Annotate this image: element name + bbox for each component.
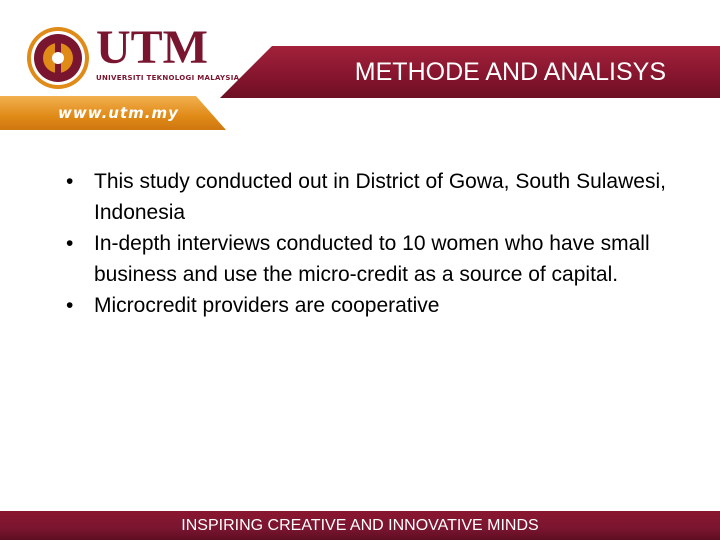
bullet-marker: • — [66, 170, 74, 193]
bullet-item — [66, 166, 676, 228]
utm-seal-icon — [26, 26, 90, 90]
logo-subtitle: UNIVERSITI TEKNOLOGI MALAYSIA — [96, 74, 240, 82]
slide-title: METHODE AND ANALISYS — [354, 58, 666, 86]
website-url: www.utm.my — [58, 104, 179, 122]
bullet-list — [66, 166, 676, 321]
footer-tagline: INSPIRING CREATIVE AND INNOVATIVE MINDS — [181, 517, 539, 534]
bullet-marker: • — [66, 294, 74, 317]
bullet-text: Microcredit providers are cooperative — [94, 294, 440, 317]
bullet-text: In-depth interviews conducted to 10 women who have small business and use the micro-credit as a source of capital. — [94, 232, 650, 286]
bullet-item — [66, 228, 676, 290]
bullet-text: This study conducted out in District of Gowa, South Sulawesi, Indonesia — [94, 170, 666, 224]
slide-content — [66, 166, 676, 321]
slide-header — [0, 0, 720, 130]
logo-wordmark: UTM — [96, 21, 208, 74]
footer-band — [0, 511, 720, 540]
bullet-marker: • — [66, 232, 74, 255]
bullet-item — [66, 290, 676, 321]
